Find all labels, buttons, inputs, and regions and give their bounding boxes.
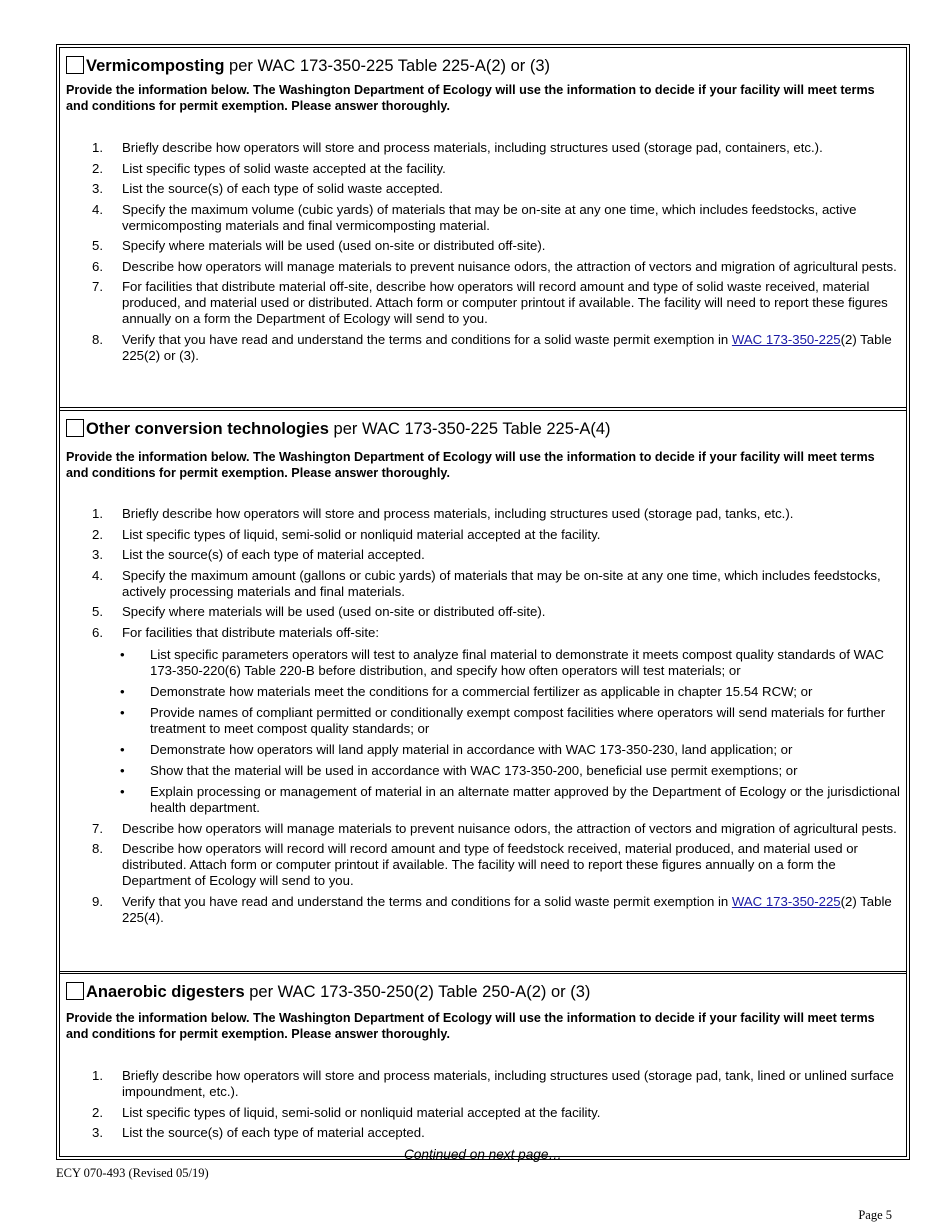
list-item: 1. Briefly describe how operators will store and process materials, including structures used (storage pad, tank, lined or unlined surface impoundment, etc.).	[92, 1068, 894, 1099]
bullet-item: • Provide names of compliant permitted or conditionally exempt compost facilities where operators will send materials for further treatment to meet compost quality standards; or	[112, 705, 900, 737]
list-item: 6. Describe how operators will manage materials to prevent nuisance odors, the attraction of vectors and migration of agricultural pests.	[92, 258, 897, 274]
other-conversion-section	[60, 410, 906, 972]
list-item: 8. Describe how operators will record will record amount and type of feedstock received, material produced, and material used or distributed. Attach form or computer printout if available. The facility will need to report these figures annually on a form the Department of Ecology will send to you.	[92, 841, 858, 888]
list-item: 9. Verify that you have read and understand the terms and conditions for a solid waste permit exemption in WAC 173-350-225(2) Table 225(4).	[92, 893, 892, 925]
question-list	[84, 140, 900, 368]
bullet-item: • Explain processing or management of material in an alternate matter approved by the Department of Ecology or the jurisdictional health department.	[112, 784, 900, 816]
form-frame	[56, 44, 910, 1160]
section-reference: per WAC 173-350-225 Table 225-A(4)	[328, 420, 611, 438]
list-item: 7. For facilities that distribute material off-site, describe how operators will record amount and type of solid waste received, material produced, and material used or distributed. Attach form or computer printout if available. The facility will need to report these figures annually on a form the Department of Ecology will send to you.	[92, 279, 888, 326]
wac-link[interactable]: WAC 173-350-225	[731, 893, 841, 909]
wac-link[interactable]: WAC 173-350-225	[731, 331, 841, 347]
list-item: 5. Specify where materials will be used (used on-site or distributed off-site).	[92, 238, 546, 253]
form-inner-frame	[59, 47, 907, 1162]
list-item: 3. List the source(s) of each type of solid waste accepted.	[92, 181, 444, 196]
list-item: 2. List specific types of solid waste accepted at the facility.	[92, 160, 446, 176]
question-list	[84, 1068, 900, 1146]
list-item: 3. List the source(s) of each type of material accepted.	[92, 547, 425, 562]
bullet-list	[112, 647, 900, 816]
section-instructions: Provide the information below. The Washington Department of Ecology will use the information to decide if your facility will meet terms and conditions for permit exemption. Please answer thoroughly.	[66, 83, 875, 113]
section-heading	[66, 56, 550, 76]
section-name: Vermicomposting	[86, 57, 225, 75]
list-item: 1. Briefly describe how operators will store and process materials, including structures used (storage pad, tanks, etc.).	[92, 506, 794, 521]
section-name: Other conversion technologies	[86, 420, 329, 438]
list-item: 5. Specify where materials will be used (used on-site or distributed off-site).	[92, 604, 546, 619]
bullet-item: • Show that the material will be used in accordance with WAC 173-350-200, beneficial use permit exemptions; or	[112, 763, 900, 779]
question-list	[84, 506, 900, 930]
list-item: 1. Briefly describe how operators will store and process materials, including structures used (storage pad, containers, etc.).	[92, 140, 823, 155]
list-item: 3. List the source(s) of each type of material accepted.	[92, 1125, 425, 1140]
anaerobic-digesters-section	[60, 973, 906, 1162]
bullet-item: • List specific parameters operators will test to analyze final material to demonstrate it meets compost quality standards of WAC 173-350-220(6) Table 220-B before distribution, and specify how often operators will test materials; or	[112, 647, 900, 679]
section-heading	[66, 419, 611, 439]
section-heading	[66, 982, 590, 1002]
form-number: ECY 070-493 (Revised 05/19)	[56, 1166, 209, 1180]
list-item: 4. Specify the maximum volume (cubic yards) of materials that may be on-site at any one time, which includes feedstocks, active vermicomposting materials and final vermicomposting material.	[92, 201, 857, 233]
vermicomposting-section	[60, 48, 906, 408]
page-number: Page 5	[858, 1208, 892, 1222]
bullet-item: • Demonstrate how materials meet the conditions for a commercial fertilizer as applicable in chapter 15.54 RCW; or	[112, 684, 900, 700]
section-reference: per WAC 173-350-225 Table 225-A(2) or (3)	[224, 57, 551, 75]
list-item: 2. List specific types of liquid, semi-solid or nonliquid material accepted at the facility.	[92, 526, 601, 542]
list-item: 4. Specify the maximum amount (gallons or cubic yards) of materials that may be on-site at any one time, which includes feedstocks, actively processing materials and final materials.	[92, 567, 881, 599]
list-item: 6. For facilities that distribute materials off-site: • List specific parameters operators will test to analyze final material to demonstrate it meets compost quality standards of WAC 173-350-220(6) Table 220-B before distribution, and specify how often operators will test materials; or • Demonstrate how materials meet the conditions for a commercial fertilizer as applicable in chapter 15.54 RCW; or • Provide names of compliant permitted or conditionally exempt compost facilities where operators will send materials for further treatment to meet compost quality standards; or • Demonstrate how operators will land apply material in accordance with WAC 173-350-230, land application; or • Show that the material will be used in accordance with WAC 173-350-200, beneficial use permit exemptions; or • Explain processing or management of material in an alternate matter approved by the Department of Ecology or the jurisdictional health department.	[84, 625, 900, 816]
section-instructions: Provide the information below. The Washington Department of Ecology will use the information to decide if your facility will meet terms and conditions for permit exemption. Please answer thoroughly.	[66, 450, 875, 480]
other-conversion-checkbox[interactable]	[66, 419, 84, 437]
vermicomposting-checkbox[interactable]	[66, 56, 84, 74]
list-item: 2. List specific types of liquid, semi-solid or nonliquid material accepted at the facility.	[92, 1104, 601, 1120]
bullet-item: • Demonstrate how operators will land apply material in accordance with WAC 173-350-230, land application; or	[112, 742, 900, 758]
section-instructions: Provide the information below. The Washington Department of Ecology will use the information to decide if your facility will meet terms and conditions for permit exemption. Please answer thoroughly.	[66, 1011, 875, 1041]
list-item: 8. Verify that you have read and understand the terms and conditions for a solid waste permit exemption in WAC 173-350-225(2) Table 225(2) or (3).	[92, 331, 892, 363]
continued-note: Continued on next page…	[404, 1147, 562, 1162]
list-item: 7. Describe how operators will manage materials to prevent nuisance odors, the attraction of vectors and migration of agricultural pests.	[92, 820, 897, 836]
section-name: Anaerobic digesters	[86, 983, 245, 1001]
anaerobic-digesters-checkbox[interactable]	[66, 982, 84, 1000]
section-reference: per WAC 173-350-250(2) Table 250-A(2) or (3)	[244, 983, 591, 1001]
